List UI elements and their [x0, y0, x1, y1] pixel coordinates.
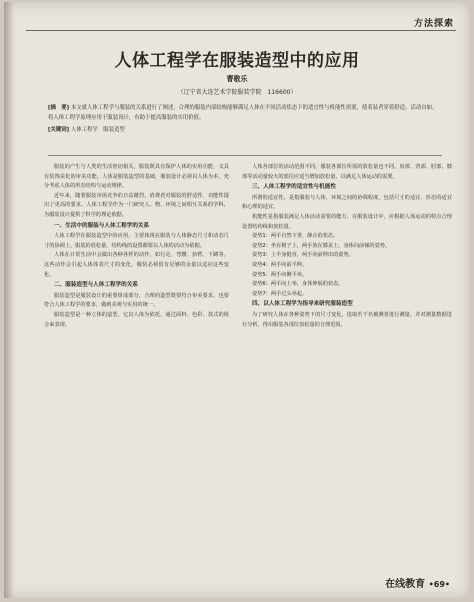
page-number: •69• [428, 580, 450, 589]
body-column-right [242, 163, 452, 330]
page-footer [385, 575, 450, 590]
abstract-rule [48, 155, 442, 156]
section-heading: 一、生活中的服装与人体工程学的关系 [54, 222, 150, 229]
section-heading: 四、以人体工程学为指导来研究服装造型 [252, 301, 353, 308]
body-paragraph: 姿势1：两手自然下垂，静止的状态。 [252, 233, 339, 240]
body-column-left [44, 163, 229, 330]
header-rule [26, 30, 456, 31]
journal-page [4, 2, 470, 598]
body-paragraph: 姿势2：坐在椅子上，两手放在膝盖上，身体向前倾的姿势。 [252, 242, 391, 249]
body-paragraph: 人体工程学在服装造型中的应用，主要体现在服装与人体静态尺寸和动态尺寸的协调上。服装的放松量、结构线的设置都要以人体的活动为依据。 [44, 233, 229, 249]
body-paragraph: 服装造型是一种立体的造型，它以人体为依托，通过面料、色彩、款式的组合来表现。 [44, 311, 229, 328]
body-paragraph: 服装造型是服装设计的重要组成部分，合理的造型既要符合审美要求，也要符合人体工程学的要求，做到美观与实用的统一。 [44, 292, 229, 309]
body-paragraph: 近年来，随着服装市场竞争的日益激烈，消费者对服装的舒适性、功能性提出了更高的要求。人体工程学作为一门研究人、物、环境之间相互关系的学科，为服装设计提供了科学的理论依据。 [44, 192, 229, 218]
abstract-text: 本文就人体工程学与服装的关系进行了阐述，合理的服装内部结构能够满足人体在不同活动状态下的适宜性与机能性需要，使着装者穿着舒适、活动自如。将人体工程学原理应用于服装设计，有助于提高服装的实用价值。 [48, 105, 438, 121]
article-author: 曹敬乐 [226, 75, 248, 83]
body-paragraph: 为了研究人体在各种姿势下的尺寸变化，选取若干名被测者进行测量，并对测量数据进行分析，得出服装各部位放松量的合理范围。 [242, 311, 452, 328]
body-paragraph: 姿势6：两手向上举，身体伸展的状态。 [252, 281, 344, 288]
journal-name: 在线教育 [385, 579, 426, 590]
body-paragraph: 人体各部位的活动范围不同，服装各部位所需的放松量也不同。肩部、背部、肘部、膝部等活动量较大的部位应适当增加放松量，以满足人体运动的需要。 [242, 164, 452, 180]
body-paragraph: 姿势7：两手过头举起。 [252, 290, 308, 297]
article-title: 人体工程学在服装造型中的应用 [114, 51, 360, 71]
author-affiliation: （辽宁省大连艺术学院服装学院 116600） [177, 89, 297, 96]
abstract [48, 103, 442, 123]
section-heading: 三、人体工程学的适宜性与机能性 [252, 184, 336, 191]
body-paragraph: 人体在日常生活中会做出各种各样的动作，如行走、弯腰、抬臂、下蹲等，这些动作会引起人体体表尺寸的变化，服装必须留有足够的余量以适应这些变化。 [44, 252, 229, 278]
abstract-block [48, 103, 442, 135]
body-paragraph: 所谓的适宜性，是指服装与人体、环境之间的协调程度，包括尺寸的适宜、形态的适宜和心理的适宜。 [242, 194, 452, 211]
keywords [48, 125, 442, 135]
body-paragraph: 服装的产生与人类的生活密切相关，服装既具有保护人体的实用功能，又具有装饰美化的审美功能。人体是服装造型的基础，服装设计必须以人体为本，充分考虑人体的形态结构与运动规律。 [44, 164, 229, 190]
abstract-label: [摘 要] [48, 105, 70, 111]
keywords-text: 人体工程学 服装造型 [70, 127, 125, 133]
keywords-label: [关键词] [48, 127, 70, 133]
section-tag: 方法探索 [413, 19, 454, 29]
body-paragraph: 机能性是指服装满足人体活动需要的能力。在服装设计中，应根据人体运动的特点合理设置结构线和放松量。 [242, 213, 452, 230]
body-paragraph: 姿势3：上半身挺直，两手向前伸出的姿势。 [252, 252, 354, 259]
section-heading: 二、服装造型与人体工程学的关系 [54, 282, 138, 289]
body-paragraph: 姿势4：两手向前平伸。 [252, 261, 308, 268]
body-paragraph: 姿势5：两手向侧平举。 [252, 271, 308, 278]
